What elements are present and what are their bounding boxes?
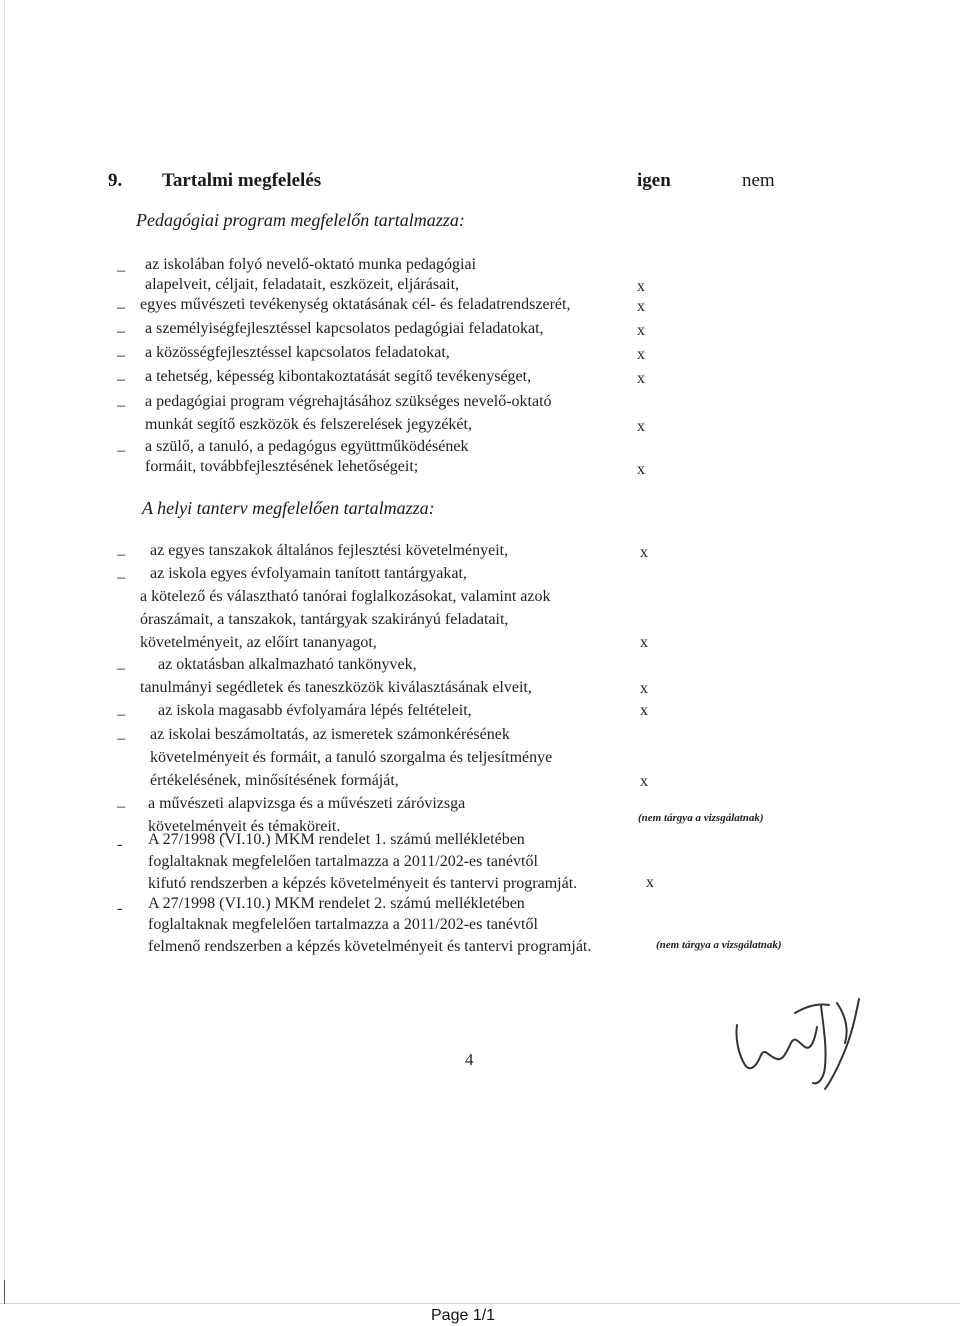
scan-edge-bottom [0,1303,960,1304]
bullet-dash: – [117,371,125,388]
item-line: az iskola egyes évfolyamain tanított tantárgyakat, [150,565,467,582]
item-line: foglaltaknak megfelelően tartalmazza a 2011/202-es tanévtől [148,916,538,933]
bullet-dash: – [117,660,125,677]
item-line: A 27/1998 (VI.10.) MKM rendelet 2. számú mellékletében [148,895,525,912]
item-line: követelményeit, az előírt tananyagot, [140,634,377,651]
item-line: óraszámait, a tanszakok, tantárgyak szakirányú feladatait, [140,611,509,628]
check-mark-yes: x [637,322,645,339]
section-number: 9. [108,170,123,191]
check-mark-yes: x [640,680,648,697]
item-line: foglaltaknak megfelelően tartalmazza a 2011/202-es tanévtől [148,853,538,870]
item-line: kifutó rendszerben a képzés követelményeit és tantervi programját. [148,875,578,892]
item-line: követelményeit és témaköreit. [148,818,341,835]
item-line: a pedagógiai program végrehajtásához szükséges nevelő-oktató [145,393,552,410]
bullet-dash: – [117,262,125,279]
bullet-dash: – [117,546,125,563]
bullet-dash: – [117,569,125,586]
bullet-dash: – [117,798,125,815]
item-line: egyes művészeti tevékenység oktatásának cél- és feladatrendszerét, [140,296,571,313]
page-footer: Page 1/1 [431,1307,496,1324]
scan-edge-corner [4,1280,5,1304]
item-line: az iskolai beszámoltatás, az ismeretek számonkérésének [150,726,510,743]
column-header-yes: igen [637,170,671,191]
check-mark-yes: x [637,461,645,478]
item-line: a kötelező és választható tanórai foglalkozásokat, valamint azok [140,588,551,605]
check-mark-yes: x [646,874,654,891]
item-line: a művészeti alapvizsga és a művészeti záróvizsga [148,795,466,812]
check-mark-yes: x [637,278,645,295]
item-line: a közösségfejlesztéssel kapcsolatos feladatokat, [145,344,450,361]
bullet-dash: – [117,730,125,747]
check-mark-yes: x [637,346,645,363]
item-line: munkát segítő eszközök és felszerelések jegyzékét, [145,416,472,433]
check-mark-yes: x [637,298,645,315]
not-examined-note: (nem tárgya a vizsgálatnak) [638,812,764,824]
item-line: az egyes tanszakok általános fejlesztési követelményeit, [150,542,509,559]
block1-heading: Pedagógiai program megfelelőn tartalmazza: [136,210,465,230]
signature-image [725,985,885,1095]
column-header-no: nem [742,170,775,191]
scan-edge-left [4,0,5,1300]
check-mark-yes: x [640,702,648,719]
check-mark-yes: x [637,418,645,435]
check-mark-yes: x [640,544,648,561]
item-line: tanulmányi segédletek és taneszközök kiválasztásának elveit, [140,679,532,696]
bullet-dash: – [117,706,125,723]
item-line: az iskola magasabb évfolyamára lépés feltételeit, [158,702,472,719]
bullet-dash: – [117,442,125,459]
item-line: felmenő rendszerben a képzés követelményeit és tantervi programját. [148,938,592,955]
item-line: A 27/1998 (VI.10.) MKM rendelet 1. számú mellékletében [148,831,525,848]
not-examined-note: (nem tárgya a vizsgálatnak) [656,939,782,951]
item-line: a személyiségfejlesztéssel kapcsolatos pedagógiai feladatokat, [145,320,544,337]
page-number: 4 [465,1050,474,1069]
check-mark-yes: x [640,634,648,651]
item-line: az iskolában folyó nevelő-oktató munka pedagógiai [145,256,477,273]
bullet-dash: – [117,397,125,414]
item-line: követelményeit és formáit, a tanuló szorgalma és teljesítménye [150,749,553,766]
item-line: a szülő, a tanuló, a pedagógus együttműködésének [145,438,469,455]
check-mark-yes: x [637,370,645,387]
bullet-dash: - [117,836,123,853]
item-line: alapelveit, céljait, feladatait, eszközeit, eljárásait, [145,276,460,293]
bullet-dash: – [117,347,125,364]
item-line: az oktatásban alkalmazható tankönyvek, [158,656,417,673]
block2-heading: A helyi tanterv megfelelően tartalmazza: [142,498,435,518]
item-line: formáit, továbbfejlesztésének lehetőségeit; [145,458,419,475]
item-line: a tehetség, képesség kibontakoztatását segítő tevékenységet, [145,368,532,385]
bullet-dash: – [117,299,125,316]
item-line: értékelésének, minősítésének formáját, [150,772,399,789]
section-title: Tartalmi megfelelés [162,170,322,191]
check-mark-yes: x [640,773,648,790]
bullet-dash: – [117,323,125,340]
bullet-dash: - [117,900,123,917]
